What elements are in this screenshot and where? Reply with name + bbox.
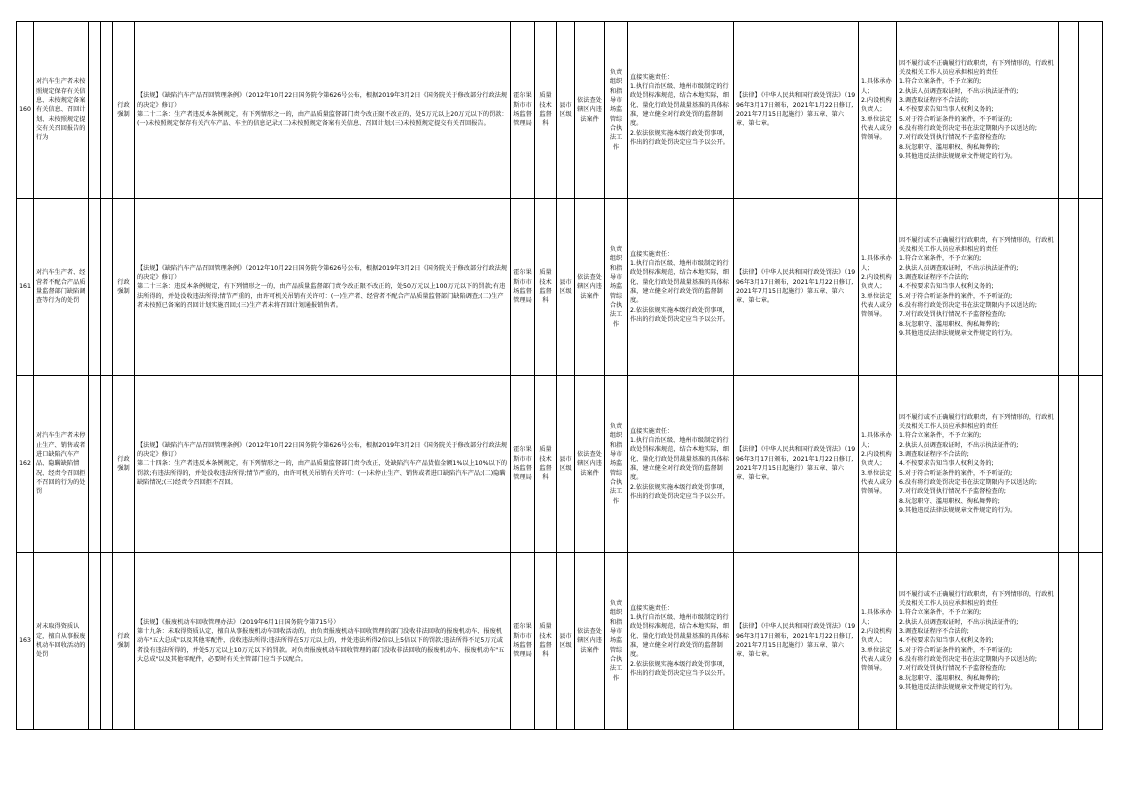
responsible-unit: 负责组织和指导市场监管综合执法工作 (605, 376, 628, 553)
responsibility-items: 直接实施责任： 1.执行自治区级、地州市级制定的行政处罚标准规范，结合本地实际，细化、量化行政处罚裁量基准的具体标准，建立健全对行政处罚的监督制度。 2.依法依规实施本级行政处罚事项，作出的行政处罚决定应当予以公开。 (628, 22, 734, 199)
power-list-table (16, 21, 1103, 730)
blank-cell (89, 553, 101, 730)
item-name: 对未取得资质认定，擅自从事报废机动车回收活动的处罚 (34, 553, 89, 730)
exercise-scope: 依法查处辖区内违法案件 (575, 376, 605, 553)
blank-cell (1079, 199, 1103, 376)
implementing-department: 霍尔果斯市市场监督管理局 (511, 199, 535, 376)
item-number: 160 (17, 22, 34, 199)
responsibility-items: 直接实施责任： 1.执行自治区级、地州市级制定的行政处罚标准规范，结合本地实际，细化、量化行政处罚裁量基准的具体标准，建立健全对行政处罚的监督制度。 2.依法依规实施本级行政处罚事项，作出的行政处罚决定应当予以公开。 (628, 199, 734, 376)
legal-basis-text: 【法规】《报废机动车回收管理办法》（2019年6月1日国务院令第715号） 第十九条：未取得资质认定，擅自从事报废机动车回收活动的，由负责报废机动车回收管理的部门没收非法回收的报废机动车、报废机动车"五大总成"以及其他零配件，没收违法所得;违法所得在5万元以上的，并处违法所得2倍以上5倍以下的罚款;违法所得不足5万元或者没有违法所得的，并处5万元以上10万元以下的罚款。对负责报废机动车回收管理的部门没收非法回收的报废机动车、报废机动车"五大总成"以及其他零配件，必要时有关主管部门应当予以配合。 (137, 618, 505, 663)
responsibility-basis: 【法律】《中华人民共和国行政处罚法》（1996年3月17日颁布，2021年1月22日修订,2021年7月15日起施行）第五章、第六章、第七章。 (734, 22, 859, 199)
internal-office: 质量技术监督科 (535, 22, 557, 199)
responsible-unit: 负责组织和指导市场监管综合执法工作 (605, 199, 628, 376)
exercise-scope: 依法查处辖区内违法案件 (575, 553, 605, 730)
internal-office: 质量技术监督科 (535, 553, 557, 730)
responsibility-basis: 【法律】《中华人民共和国行政处罚法》（1996年3月17日颁布，2021年1月22日修订,2021年7月15日起施行）第五章、第六章、第七章。 (734, 199, 859, 376)
responsible-subject: 1.具体承办人； 2.内设机构负责人； 3.单位法定代表人或分管领导。 (859, 376, 897, 553)
legal-basis-text: 【法规】《缺陷汽车产品召回管理条例》（2012年10月22日国务院令第626号公布，根据2019年3月2日《国务院关于修改部分行政法规的决定》修订） 第二十四条：生产者违反本条例规定，有下列情形之一的，由产品质量监督部门责令改正，处缺陷汽车产品货值金额1%以上10%以下的罚款;有违法所得的，并处没收违法所得;情节严重的，由许可机关吊销有关许可：(一)未停止生产、销售或者进口缺陷汽车产品;(二)隐瞒缺陷情况;(三)经责令召回拒不召回。 (137, 441, 508, 486)
item-number: 163 (17, 553, 34, 730)
responsibility-basis: 【法律】《中华人民共和国行政处罚法》（1996年3月17日颁布，2021年1月22日修订,2021年7月15日起施行）第五章、第六章、第七章。 (734, 376, 859, 553)
exercise-scope: 依法查处辖区内违法案件 (575, 22, 605, 199)
accountability-situations: 因不履行或不正确履行行政职责，有下列情形的，行政机关及相关工作人员应承担相应的责任 1.符合立案条件，不予立案的; 2.执法人员调查取证时，不出示执法证件的; 3.调查取证程序不合法的; 4.不按要求告知当事人权利义务的; 5.对于符合听证条件的案件，不予听证的; 6.没有将行政处罚决定书在法定期限内予以送达的; 7.对行政处罚执行情况不予监督检查的; 8.玩忽职守、滥用职权、徇私舞弊的; 9.其他违反法律法规规章文件规定的行为。 (897, 22, 1059, 199)
item-type: 行政强制 (113, 199, 135, 376)
responsible-subject: 1.具体承办人； 2.内设机构负责人； 3.单位法定代表人或分管领导。 (859, 199, 897, 376)
blank-cell (1059, 376, 1079, 553)
responsibility-items: 直接实施责任： 1.执行自治区级、地州市级制定的行政处罚标准规范，结合本地实际，细化、量化行政处罚裁量基准的具体标准，建立健全对行政处罚的监督制度。 2.依法依规实施本级行政处罚事项，作出的行政处罚决定应当予以公开。 (628, 376, 734, 553)
implementing-department: 霍尔果斯市市场监督管理局 (511, 376, 535, 553)
responsible-unit: 负责组织和指导市场监管综合执法工作 (605, 553, 628, 730)
implementing-department: 霍尔果斯市市场监督管理局 (511, 553, 535, 730)
item-name: 对汽车生产者未按照规定保存有关信息、未按规定备案有关信息、召回计划、未按照规定提交有关召回报告的行为 (34, 22, 89, 199)
internal-office: 质量技术监督科 (535, 199, 557, 376)
blank-cell (101, 199, 113, 376)
responsible-subject: 1.具体承办人； 2.内设机构负责人； 3.单位法定代表人或分管领导。 (859, 22, 897, 199)
item-number: 162 (17, 376, 34, 553)
blank-cell (1059, 199, 1079, 376)
responsible-unit: 负责组织和指导市场监管综合执法工作 (605, 22, 628, 199)
legal-basis (135, 376, 511, 553)
table-row (17, 553, 1103, 730)
exercise-level: 县市区级 (557, 199, 575, 376)
responsibility-items: 直接实施责任： 1.执行自治区级、地州市级制定的行政处罚标准规范，结合本地实际，细化、量化行政处罚裁量基准的具体标准，建立健全对行政处罚的监督制度。 2.依法依规实施本级行政处罚事项，作出的行政处罚决定应当予以公开。 (628, 553, 734, 730)
blank-cell (1079, 376, 1103, 553)
table-row (17, 22, 1103, 199)
legal-basis-text: 【法规】《缺陷汽车产品召回管理条例》（2012年10月22日国务院令第626号公布，根据2019年3月2日《国务院关于修改部分行政法规的决定》修订） 第二十三条：违反本条例规定，有下列情形之一的，由产品质量监督部门责令改正限不改正的，处50万元以上100万元以下的罚款;有违法所得的，并处没收违法所得;情节严重的，由许可机关吊销有关许可：(一)生产者、经营者不配合产品质量监督部门缺陷调查;(二)生产者未按照已备案的召回计划实施召回;(三)生产者未将召回计划通报销售者。 (137, 264, 508, 309)
item-type: 行政强制 (113, 553, 135, 730)
blank-cell (1079, 22, 1103, 199)
exercise-level: 县市区级 (557, 376, 575, 553)
accountability-situations: 因不履行或不正确履行行政职责，有下列情形的，行政机关及相关工作人员应承担相应的责任 1.符合立案条件，不予立案的; 2.执法人员调查取证时，不出示执法证件的; 3.调查取证程序不合法的; 4.不按要求告知当事人权利义务的; 5.对于符合听证条件的案件，不予听证的; 6.没有将行政处罚决定书在法定期限内予以送达的; 7.对行政处罚执行情况不予监督检查的; 8.玩忽职守、滥用职权、徇私舞弊的; 9.其他违反法律法规规章文件规定的行为。 (897, 199, 1059, 376)
legal-basis (135, 199, 511, 376)
legal-basis (135, 553, 511, 730)
blank-cell (1059, 553, 1079, 730)
responsibility-basis: 【法律】《中华人民共和国行政处罚法》（1996年3月17日颁布，2021年1月22日修订,2021年7月15日起施行）第五章、第六章、第七章。 (734, 553, 859, 730)
accountability-situations: 因不履行或不正确履行行政职责，有下列情形的，行政机关及相关工作人员应承担相应的责任 1.符合立案条件，不予立案的; 2.执法人员调查取证时，不出示执法证件的; 3.调查取证程序不合法的; 4.不按要求告知当事人权利义务的; 5.对于符合听证条件的案件，不予听证的; 6.没有将行政处罚决定书在法定期限内予以送达的; 7.对行政处罚执行情况不予监督检查的; 8.玩忽职守、滥用职权、徇私舞弊的; 9.其他违反法律法规规章文件规定的行为。 (897, 553, 1059, 730)
blank-cell (101, 553, 113, 730)
legal-basis (135, 22, 511, 199)
blank-cell (89, 199, 101, 376)
accountability-situations: 因不履行或不正确履行行政职责，有下列情形的，行政机关及相关工作人员应承担相应的责任 1.符合立案条件，不予立案的; 2.执法人员调查取证时，不出示执法证件的; 3.调查取证程序不合法的; 4.不按要求告知当事人权利义务的; 5.对于符合听证条件的案件，不予听证的; 6.没有将行政处罚决定书在法定期限内予以送达的; 7.对行政处罚执行情况不予监督检查的; 8.玩忽职守、滥用职权、徇私舞弊的; 9.其他违反法律法规规章文件规定的行为。 (897, 376, 1059, 553)
exercise-level: 县市区级 (557, 553, 575, 730)
blank-cell (1079, 553, 1103, 730)
item-name: 对汽车生产者、经营者不配合产品质量监督部门缺陷调查等行为的处罚 (34, 199, 89, 376)
item-number: 161 (17, 199, 34, 376)
item-type: 行政强制 (113, 376, 135, 553)
internal-office: 质量技术监督科 (535, 376, 557, 553)
table-row (17, 199, 1103, 376)
table-row (17, 376, 1103, 553)
item-name: 对汽车生产者未停止生产、销售或者进口缺陷汽车产品、隐瞒缺陷情况、经责令召回拒不召回的行为的处罚 (34, 376, 89, 553)
exercise-scope: 依法查处辖区内违法案件 (575, 199, 605, 376)
exercise-level: 县市区级 (557, 22, 575, 199)
blank-cell (101, 22, 113, 199)
implementing-department: 霍尔果斯市市场监督管理局 (511, 22, 535, 199)
item-type: 行政强制 (113, 22, 135, 199)
blank-cell (89, 376, 101, 553)
blank-cell (1059, 22, 1079, 199)
blank-cell (101, 376, 113, 553)
legal-basis-text: 【法规】《缺陷汽车产品召回管理条例》（2012年10月22日国务院令第626号公布，根据2019年3月2日《国务院关于修改部分行政法规的决定》修订） 第二十二条：生产者违反本条例规定，有下列情形之一的，由产品质量监督部门责令改正限不改正的，处5万元以上20万元以下的罚款：(一)未按照规定保存有关汽车产品、车主的信息记录;(二)未按照规定备案有关信息、召回计划;(三)未按照规定提交有关召回报告。 (137, 92, 508, 128)
responsible-subject: 1.具体承办人； 2.内设机构负责人； 3.单位法定代表人或分管领导。 (859, 553, 897, 730)
blank-cell (89, 22, 101, 199)
